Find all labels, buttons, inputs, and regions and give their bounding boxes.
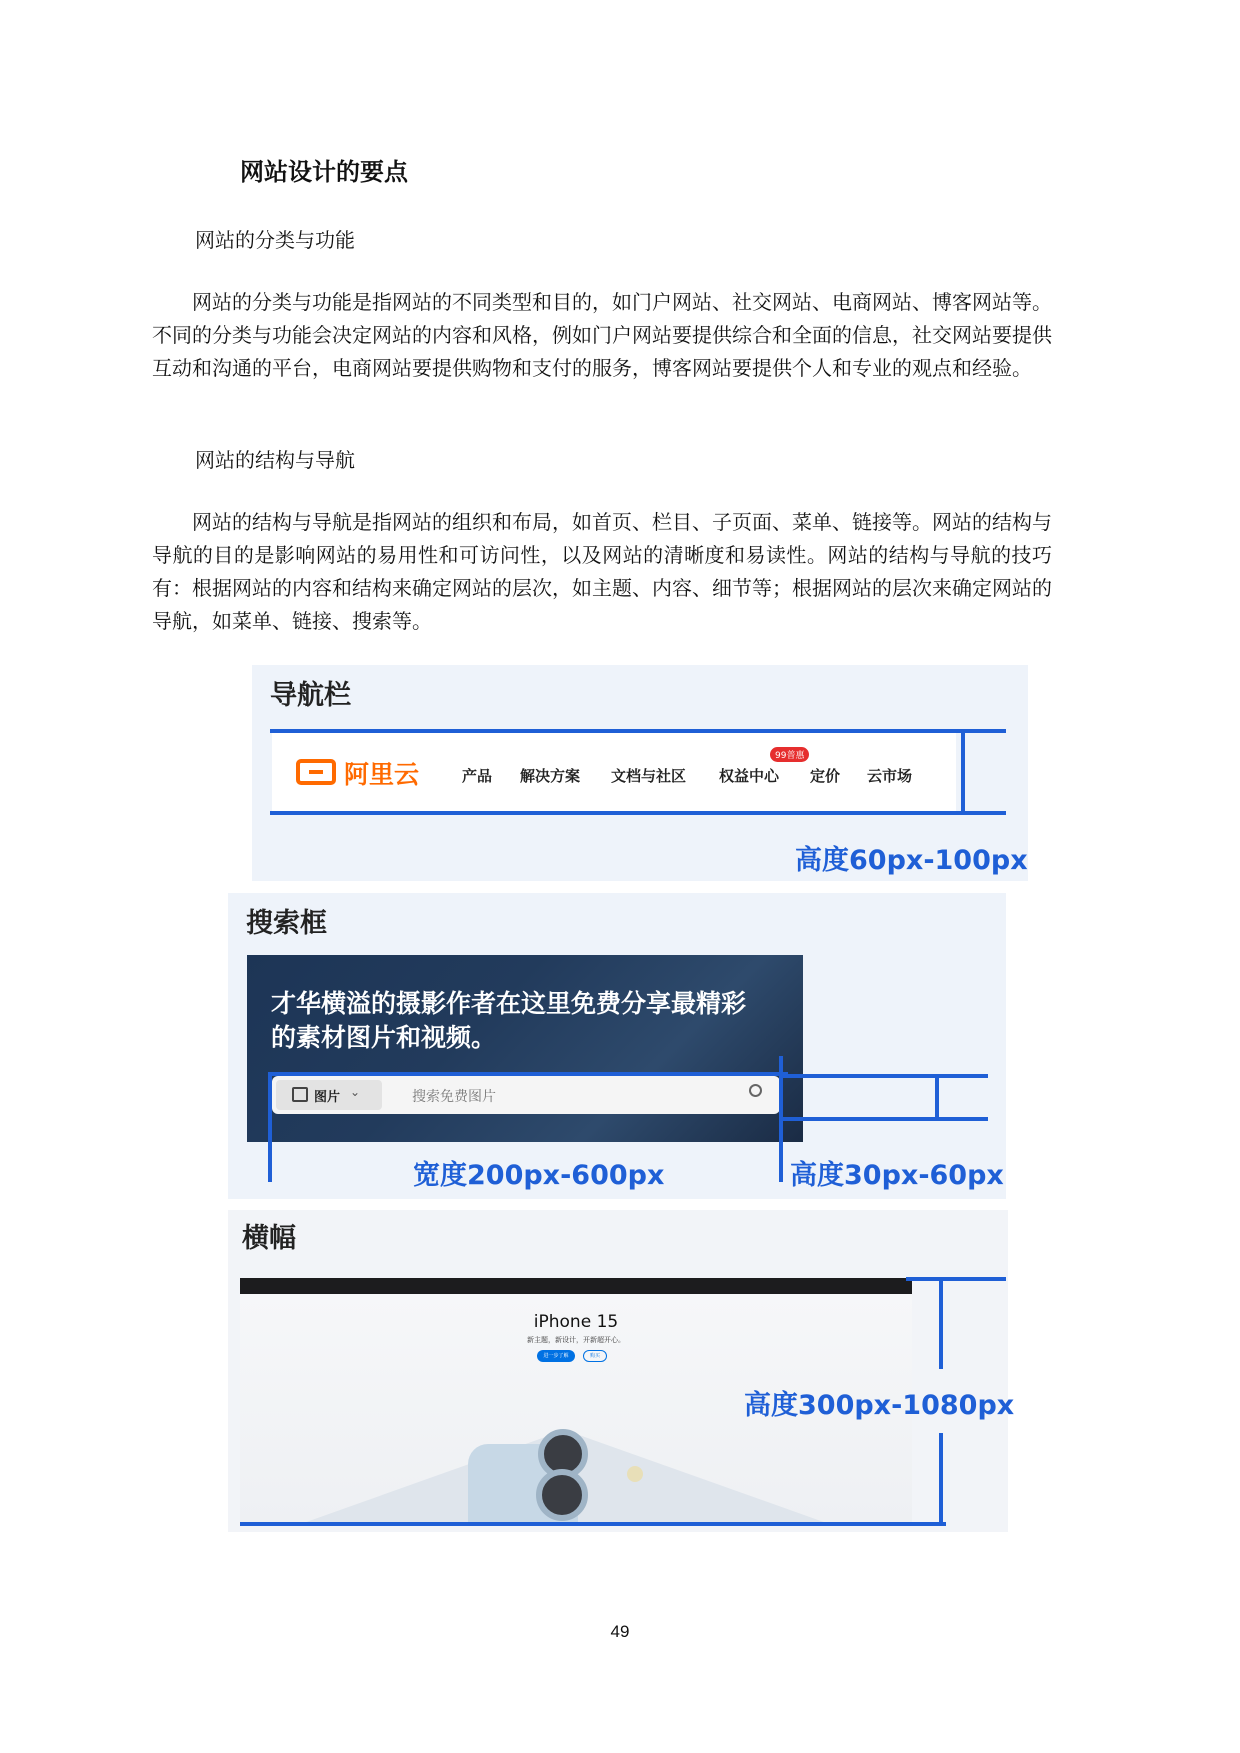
banner-top-line bbox=[906, 1277, 1006, 1281]
banner-bottom-line bbox=[240, 1522, 946, 1526]
paragraph-2: 网站的结构与导航是指网站的组织和布局，如首页、栏目、子页面、菜单、链接等。网站的结构与导航的目的是影响网站的易用性和可访问性，以及网站的清晰度和易读性。网站的结构与导航的技巧有：根据网站的内容和结构来确定网站的层次，如主题、内容、细节等；根据网站的层次来确定网站的导航，如菜单、链接、搜索等。 bbox=[152, 510, 1052, 633]
image-icon bbox=[292, 1087, 308, 1102]
banner-product: iPhone 15 bbox=[533, 1312, 619, 1332]
aliyun-logo-icon bbox=[296, 759, 336, 785]
banner-height-marker-top bbox=[939, 1281, 943, 1369]
search-title: 搜索框 bbox=[246, 908, 327, 939]
section-heading: 网站设计的要点 bbox=[240, 158, 408, 186]
search-width-label: 宽度200px-600px bbox=[413, 1160, 665, 1191]
banner-height-marker-bottom bbox=[939, 1433, 943, 1525]
search-height-bottom-line bbox=[783, 1117, 988, 1121]
chevron-down-icon: ⌄ bbox=[350, 1085, 361, 1099]
banner-height-label: 高度300px-1080px bbox=[744, 1390, 1015, 1421]
aliyun-logo-text: 阿里云 bbox=[344, 760, 420, 789]
nav-item-rights[interactable]: 权益中心 bbox=[719, 767, 780, 785]
nav-item-pricing[interactable]: 定价 bbox=[810, 767, 841, 785]
banner-top-bar bbox=[240, 1278, 912, 1294]
subsection-title-2: 网站的结构与导航 bbox=[195, 448, 355, 472]
search-height-label: 高度30px-60px bbox=[790, 1160, 1004, 1191]
search-type-dropdown[interactable] bbox=[276, 1080, 382, 1110]
subsection-title-1: 网站的分类与功能 bbox=[195, 228, 355, 252]
page-number: 49 bbox=[610, 1622, 630, 1641]
nav-item-docs[interactable]: 文档与社区 bbox=[611, 767, 687, 785]
camera-flash-icon bbox=[627, 1466, 643, 1482]
banner-tagline: 新主题，新设计，开新超开心。 bbox=[527, 1336, 625, 1344]
search-height-top-line bbox=[783, 1074, 988, 1078]
hero-line-2: 的素材图片和视频。 bbox=[271, 1023, 497, 1052]
nav-item-solutions[interactable]: 解决方案 bbox=[520, 767, 581, 785]
banner-learn-more-button[interactable]: 进一步了解 bbox=[537, 1350, 575, 1362]
navbar-bottom-line bbox=[270, 811, 1006, 815]
camera-lens-bottom-icon bbox=[536, 1469, 588, 1521]
search-left-marker bbox=[268, 1072, 272, 1182]
dropdown-label: 图片 bbox=[314, 1090, 341, 1105]
search-input-box[interactable] bbox=[272, 1076, 780, 1114]
hero-headline bbox=[271, 987, 746, 1055]
paragraph-1: 网站的分类与功能是指网站的不同类型和目的，如门户网站、社交网站、电商网站、博客网站等。不同的分类与功能会决定网站的内容和风格，例如门户网站要提供综合和全面的信息，社交网站要提供互动和沟通的平台，电商网站要提供购物和支付的服务，博客网站要提供个人和专业的观点和经验。 bbox=[152, 290, 1052, 380]
nav-item-marketplace[interactable]: 云市场 bbox=[867, 767, 913, 785]
search-height-marker bbox=[935, 1078, 939, 1117]
search-placeholder: 搜索免费图片 bbox=[412, 1089, 496, 1105]
search-top-line bbox=[268, 1072, 788, 1076]
nav-item-products[interactable]: 产品 bbox=[462, 767, 493, 785]
search-icon[interactable] bbox=[749, 1084, 762, 1097]
banner-buy-button[interactable]: 购买 bbox=[583, 1350, 607, 1362]
nav-badge: 99普惠 bbox=[770, 747, 809, 762]
hero-line-1: 才华横溢的摄影作者在这里免费分享最精彩 bbox=[271, 989, 747, 1018]
banner-title: 横幅 bbox=[242, 1223, 296, 1254]
search-hero bbox=[247, 955, 803, 1142]
navbar-height-marker bbox=[961, 733, 965, 811]
navbar-height-label: 高度60px-100px bbox=[795, 845, 1028, 876]
navbar-title: 导航栏 bbox=[270, 680, 351, 711]
